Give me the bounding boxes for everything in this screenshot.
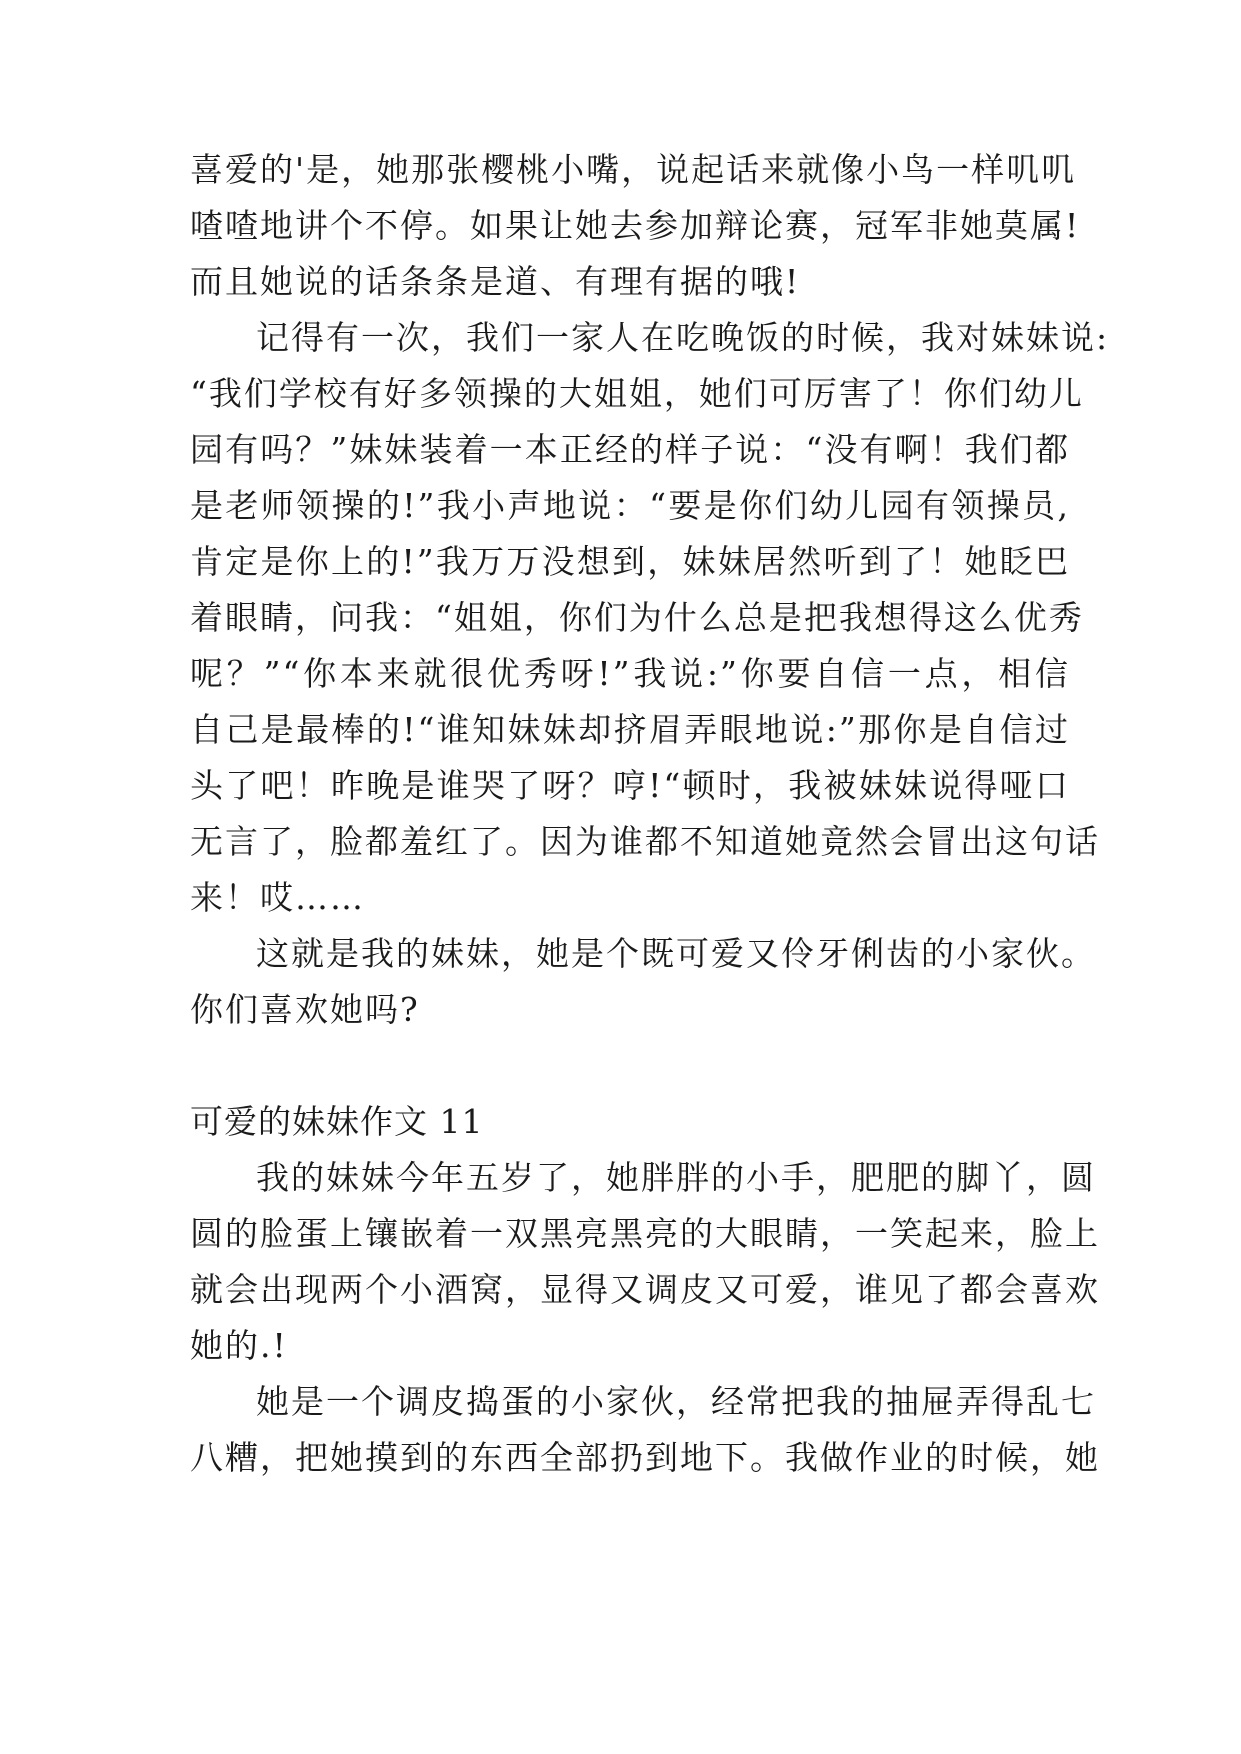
text-line: 她的.!: [190, 1326, 288, 1365]
text-line: 肯定是你上的!”我万万没想到，妹妹居然听到了！她眨巴: [190, 542, 1070, 581]
paragraph-start-line: 这就是我的妹妹，她是个既可爱又伶牙俐齿的小家伙。: [256, 934, 1096, 973]
paragraph-start-line: 她是一个调皮捣蛋的小家伙，经常把我的抽屉弄得乱七: [256, 1382, 1096, 1421]
text-line: 喳喳地讲个不停。如果让她去参加辩论赛，冠军非她莫属!: [190, 206, 1081, 245]
paragraph-start-line: 我的妹妹今年五岁了，她胖胖的小手，肥肥的脚丫，圆: [256, 1158, 1096, 1197]
text-line: 你们喜欢她吗?: [190, 990, 420, 1029]
text-line: 就会出现两个小酒窝，显得又调皮又可爱，谁见了都会喜欢: [190, 1270, 1100, 1309]
text-line: 无言了，脸都羞红了。因为谁都不知道她竟然会冒出这句话: [190, 822, 1100, 861]
text-line: 而且她说的话条条是道、有理有据的哦!: [190, 262, 801, 301]
text-line: 八糟，把她摸到的东西全部扔到地下。我做作业的时候，她: [190, 1438, 1100, 1477]
text-line: 头了吧！昨晚是谁哭了呀？哼!“顿时，我被妹妹说得哑口: [190, 766, 1070, 805]
text-line: 呢？”“你本来就很优秀呀!”我说:”你要自信一点，相信: [190, 654, 1070, 693]
paragraph-start-line: 记得有一次，我们一家人在吃晚饭的时候，我对妹妹说:: [256, 318, 1110, 357]
text-line: 园有吗？”妹妹装着一本正经的样子说：“没有啊！我们都: [190, 430, 1070, 469]
text-line: 喜爱的'是，她那张樱桃小嘴，说起话来就像小鸟一样叽叽: [190, 150, 1077, 189]
section-title: 可爱的妹妹作文 11: [190, 1102, 484, 1141]
text-line: 着眼睛，问我：“姐姐，你们为什么总是把我想得这么优秀: [190, 598, 1084, 637]
text-line: 来！哎……: [190, 878, 365, 917]
text-line: 自己是最棒的!“谁知妹妹却挤眉弄眼地说:”那你是自信过: [190, 710, 1070, 749]
text-line: 圆的脸蛋上镶嵌着一双黑亮黑亮的大眼睛，一笑起来，脸上: [190, 1214, 1100, 1253]
text-line: “我们学校有好多领操的大姐姐，她们可厉害了！你们幼儿: [190, 374, 1084, 413]
text-line: 是老师领操的!”我小声地说：“要是你们幼儿园有领操员,: [190, 486, 1070, 525]
